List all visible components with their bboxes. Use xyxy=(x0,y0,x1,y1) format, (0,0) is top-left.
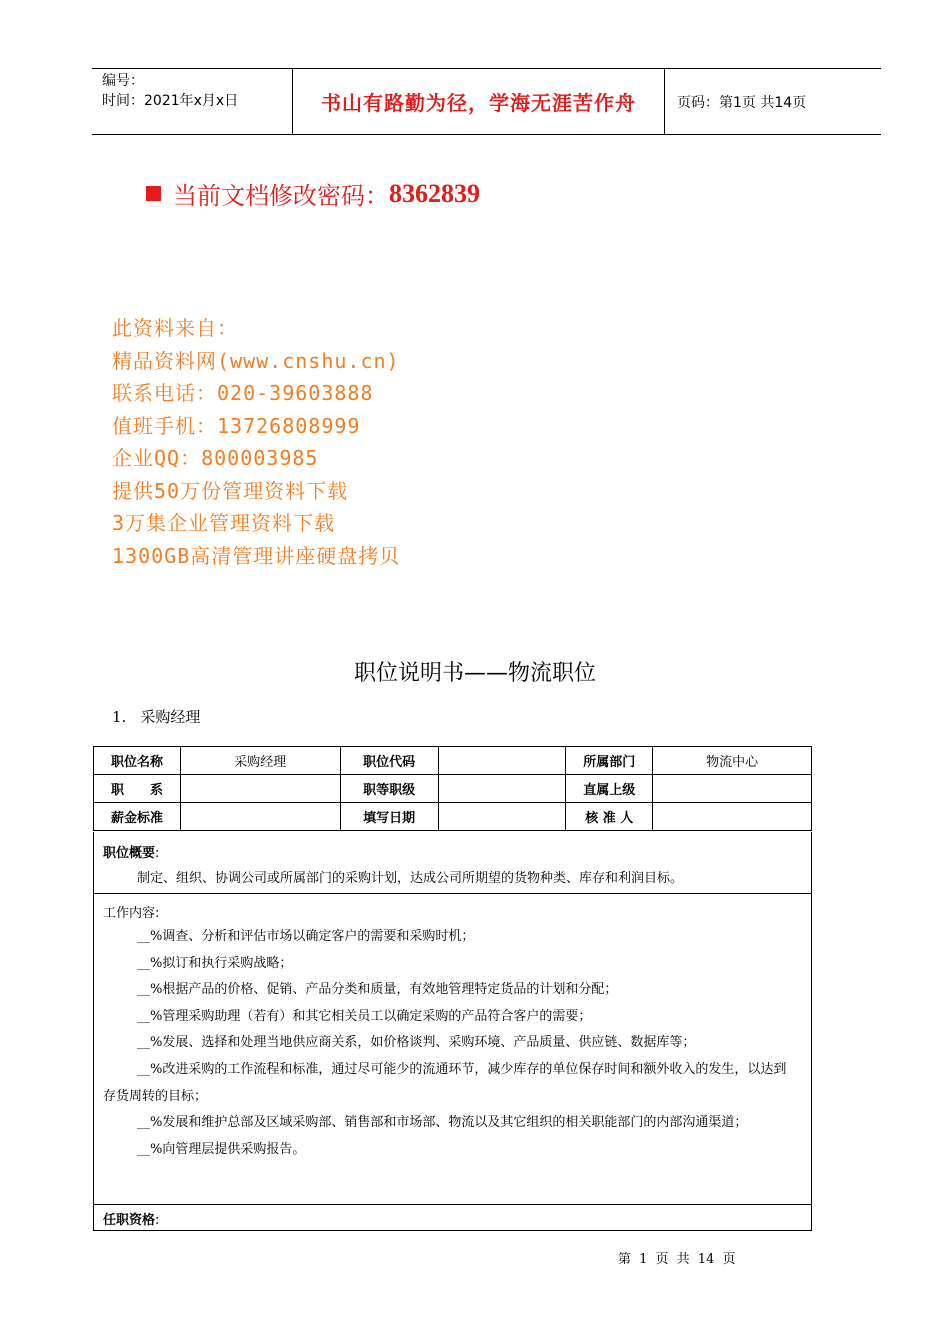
qualification-heading: 任职资格: xyxy=(103,1213,160,1228)
table-row xyxy=(94,775,812,803)
promo-line: 3万集企业管理资料下载 xyxy=(112,511,336,535)
overview-heading: 职位概要: xyxy=(103,846,160,861)
list-item: __%向管理层提供采购报告。 xyxy=(137,1141,306,1157)
document-title: 职位说明书——物流职位 xyxy=(353,661,596,686)
table-cell xyxy=(653,775,812,803)
list-item: __%调查、分析和评估市场以确定客户的需要和采购时机； xyxy=(137,929,475,944)
table-cell xyxy=(438,775,566,803)
position-info-table xyxy=(93,746,812,831)
password-label: 当前文档修改密码： xyxy=(173,182,389,210)
qualification-section xyxy=(93,1205,812,1231)
list-item: __%发展和维护总部及区域采购部、销售部和市场部、物流以及其它组织的相关职能部门的内部沟通渠道； xyxy=(137,1115,748,1131)
table-cell: 填写日期 xyxy=(340,803,438,831)
overview-text: 制定、组织、协调公司或所属部门的采购计划，达成公司所期望的货物种类、库存和利润目标。 xyxy=(137,871,684,886)
table-cell: 职 系 xyxy=(94,775,181,803)
table-cell: 薪金标准 xyxy=(94,803,181,831)
list-item: __%根据产品的价格、促销、产品分类和质量，有效地管理特定货品的计划和分配； xyxy=(137,982,618,998)
table-cell xyxy=(180,775,340,803)
list-item: __%改进采购的工作流程和标准，通过尽可能少的流通环节，减少库存的单位保存时间和额外收入的发生，以达到存货周转的目标； xyxy=(103,1061,787,1104)
promo-line: 1300GB高清管理讲座硬盘拷贝 xyxy=(112,543,401,568)
overview-section xyxy=(93,832,812,894)
promo-line: 联系电话：020-39603888 xyxy=(112,381,374,405)
table-cell xyxy=(180,803,340,831)
square-bullet-icon xyxy=(146,186,161,201)
table-cell: 职位名称 xyxy=(94,747,181,775)
table-row xyxy=(94,747,812,775)
section-number: 1. xyxy=(112,708,127,726)
table-cell xyxy=(438,803,566,831)
password-value: 8362839 xyxy=(389,178,480,208)
list-item: __%拟订和执行采购战略； xyxy=(137,955,293,971)
page-header xyxy=(92,68,881,135)
table-cell: 核 准 人 xyxy=(566,803,653,831)
section-title: 采购经理 xyxy=(140,708,201,726)
header-meta xyxy=(92,69,292,134)
table-cell xyxy=(653,803,812,831)
table-cell: 职位代码 xyxy=(340,747,438,775)
promo-block xyxy=(112,312,400,572)
table-cell: 采购经理 xyxy=(180,747,340,775)
section-heading xyxy=(112,706,200,727)
table-cell xyxy=(438,747,566,775)
list-item: __%发展、选择和处理当地供应商关系，如价格谈判、采购环境、产品质量、供应链、数据库等； xyxy=(137,1035,696,1051)
list-item: __%管理采购助理（若有）和其它相关员工以确定采购的产品符合客户的需要； xyxy=(137,1008,592,1024)
table-cell: 职等职级 xyxy=(340,775,438,803)
doc-time-label: 时间：2021年x月x日 xyxy=(102,93,239,109)
promo-line: 值班手机：13726808999 xyxy=(112,413,361,438)
promo-line: 精品资料网(www.cnshu.cn) xyxy=(112,348,400,373)
table-cell: 直属上级 xyxy=(566,775,653,803)
doc-code-label: 编号： xyxy=(102,73,144,89)
password-notice xyxy=(146,176,480,211)
promo-line: 提供50万份管理资料下载 xyxy=(112,478,349,503)
page-footer: 第 1 页 共 14 页 xyxy=(618,1252,736,1267)
table-cell: 物流中心 xyxy=(653,747,812,775)
header-page-number: 页码：第1页 共14页 xyxy=(677,94,807,111)
work-content-section xyxy=(93,894,812,1205)
promo-line: 企业QQ：800003985 xyxy=(112,446,319,470)
promo-line: 此资料来自： xyxy=(112,316,238,340)
header-motto: 书山有路勤为径，学海无涯苦作舟 xyxy=(292,69,665,134)
table-cell: 所属部门 xyxy=(566,747,653,775)
work-content-heading: 工作内容: xyxy=(103,906,160,921)
table-row xyxy=(94,803,812,831)
